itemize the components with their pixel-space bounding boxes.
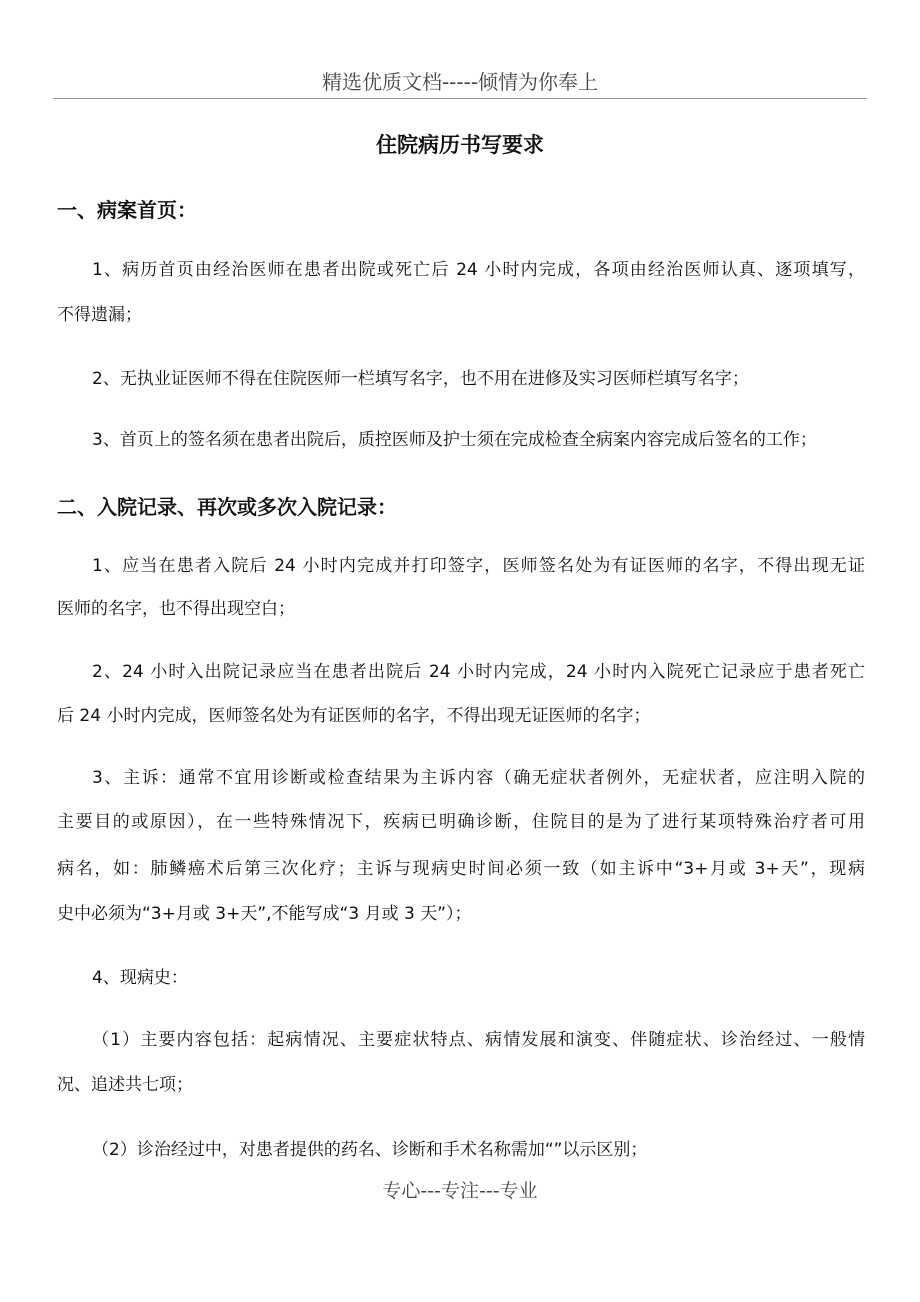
paragraph-line: 不得遗漏； [57,305,142,325]
section-heading-1: 一、病案首页： [57,198,197,222]
section-heading-2: 二、入院记录、再次或多次入院记录： [57,495,397,519]
paragraph-line: （1）主要内容包括：起病情况、主要症状特点、病情发展和演变、伴随症状、诊治经过、一般情 [92,1030,865,1050]
paragraph-line: 后 24 小时内完成，医师签名处为有证医师的名字，不得出现无证医师的名字； [57,706,651,726]
paragraph-line: 况、追述共七项； [57,1075,193,1095]
paragraph-line: 3、首页上的签名须在患者出院后，质控医师及护士须在完成检查全病案内容完成后签名的工作； [92,430,817,450]
paragraph-line: （2）诊治经过中，对患者提供的药名、诊断和手术名称需加“”以示区别； [92,1140,648,1160]
paragraph-line: 2、无执业证医师不得在住院医师一栏填写名字，也不用在进修及实习医师栏填写名字； [92,369,749,389]
paragraph-line: 史中必须为“3+月或 3+天”,不能写成“3 月或 3 天”）； [57,904,472,924]
paragraph-line: 病名，如：肺鳞癌术后第三次化疗；主诉与现病史时间必须一致（如主诉中“3+月或 3+天”，现病 [57,859,865,879]
paragraph-line: 4、现病史： [92,968,188,988]
document-title: 住院病历书写要求 [376,133,544,157]
page-header: 精选优质文档-----倾情为你奉上 [321,70,599,94]
paragraph-line: 1、病历首页由经治医师在患者出院或死亡后 24 小时内完成，各项由经治医师认真、逐项填写， [92,260,865,280]
paragraph-line: 医师的名字，也不得出现空白； [57,599,295,619]
paragraph-line: 3、主诉：通常不宜用诊断或检查结果为主诉内容（确无症状者例外，无症状者，应注明入院的 [92,768,865,788]
paragraph-line: 1、应当在患者入院后 24 小时内完成并打印签字，医师签名处为有证医师的名字，不得出现无证 [92,556,865,576]
page-footer: 专心---专注---专业 [382,1180,538,1202]
paragraph-line: 主要目的或原因），在一些特殊情况下，疾病已明确诊断，住院目的是为了进行某项特殊治疗者可用 [57,812,865,832]
header-divider [53,98,867,99]
paragraph-line: 2、24 小时入出院记录应当在患者出院后 24 小时内完成，24 小时内入院死亡记录应于患者死亡 [92,662,865,682]
